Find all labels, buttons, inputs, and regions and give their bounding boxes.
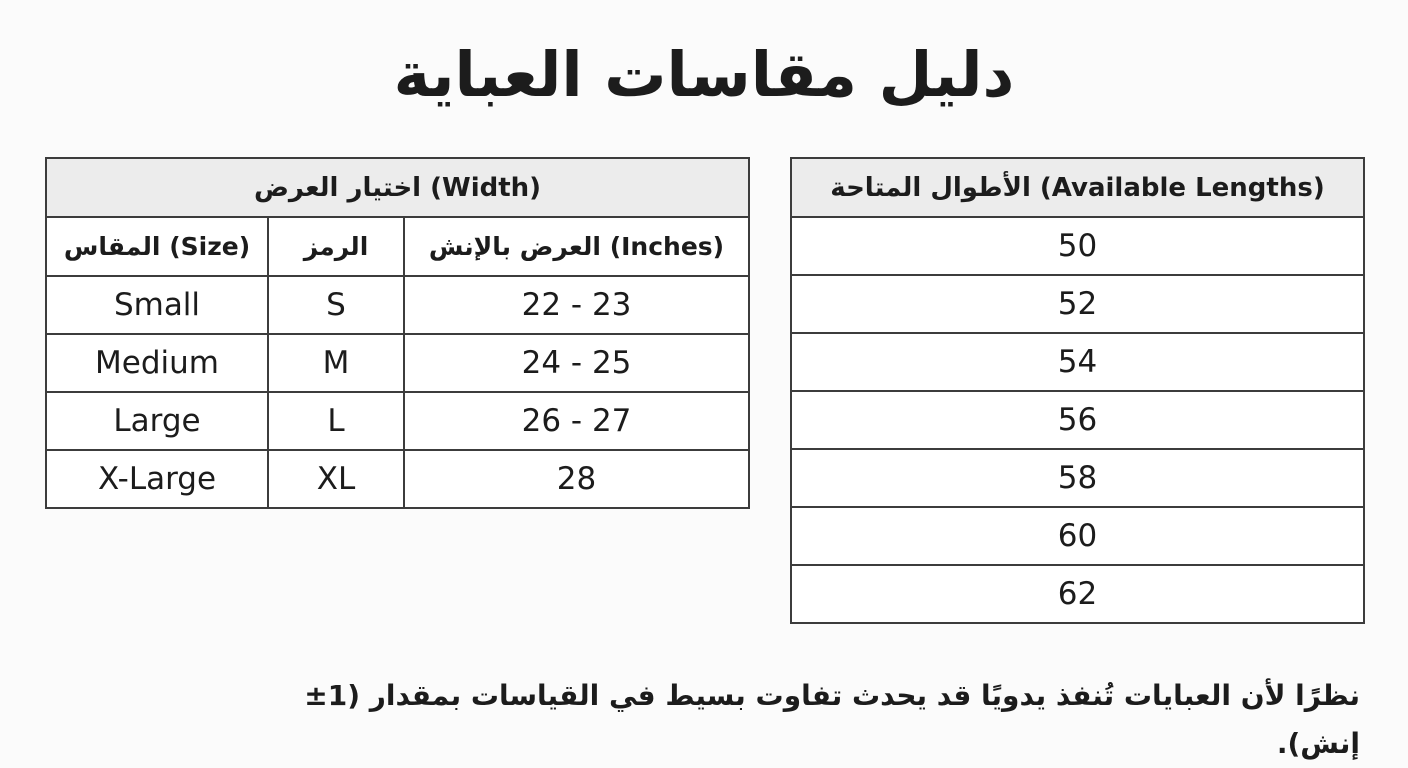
width-table-header-row xyxy=(46,158,749,217)
table-row xyxy=(791,507,1364,565)
lengths-table-title: الأطوال المتاحة (Available Lengths) xyxy=(791,158,1364,217)
lengths-table-header-row xyxy=(791,158,1364,217)
length-cell: 56 xyxy=(791,391,1364,449)
width-table-column-headers xyxy=(46,217,749,276)
size-cell: Large xyxy=(46,392,268,450)
width-table-title: اختيار العرض (Width) xyxy=(46,158,749,217)
code-cell: XL xyxy=(268,450,404,508)
length-cell: 52 xyxy=(791,275,1364,333)
table-row xyxy=(46,334,749,392)
length-cell: 58 xyxy=(791,449,1364,507)
code-cell: S xyxy=(268,276,404,334)
code-cell: M xyxy=(268,334,404,392)
table-row xyxy=(791,449,1364,507)
handmade-variation-note: نظرًا لأن العبايات تُنفذ يدويًا قد يحدث تفاوت بسيط في القياسات بمقدار (1± إنش). xyxy=(304,679,1360,760)
available-lengths-table xyxy=(790,157,1365,624)
code-cell: L xyxy=(268,392,404,450)
size-cell: X-Large xyxy=(46,450,268,508)
size-cell: Small xyxy=(46,276,268,334)
inches-column-header: العرض بالإنش (Inches) xyxy=(404,217,749,276)
table-row xyxy=(46,392,749,450)
code-column-header: الرمز xyxy=(268,217,404,276)
length-cell: 54 xyxy=(791,333,1364,391)
inches-cell: 28 xyxy=(404,450,749,508)
size-column-header: المقاس (Size) xyxy=(46,217,268,276)
inches-cell: 24 - 25 xyxy=(404,334,749,392)
table-row xyxy=(791,217,1364,275)
length-cell: 62 xyxy=(791,565,1364,623)
width-selection-table xyxy=(45,157,750,509)
table-row xyxy=(46,450,749,508)
inches-cell: 26 - 27 xyxy=(404,392,749,450)
table-row xyxy=(791,275,1364,333)
table-row xyxy=(46,276,749,334)
size-cell: Medium xyxy=(46,334,268,392)
inches-cell: 22 - 23 xyxy=(404,276,749,334)
table-row xyxy=(791,565,1364,623)
page-title: دليل مقاسات العباية xyxy=(393,38,1015,111)
table-row xyxy=(791,333,1364,391)
length-cell: 60 xyxy=(791,507,1364,565)
length-cell: 50 xyxy=(791,217,1364,275)
table-row xyxy=(791,391,1364,449)
